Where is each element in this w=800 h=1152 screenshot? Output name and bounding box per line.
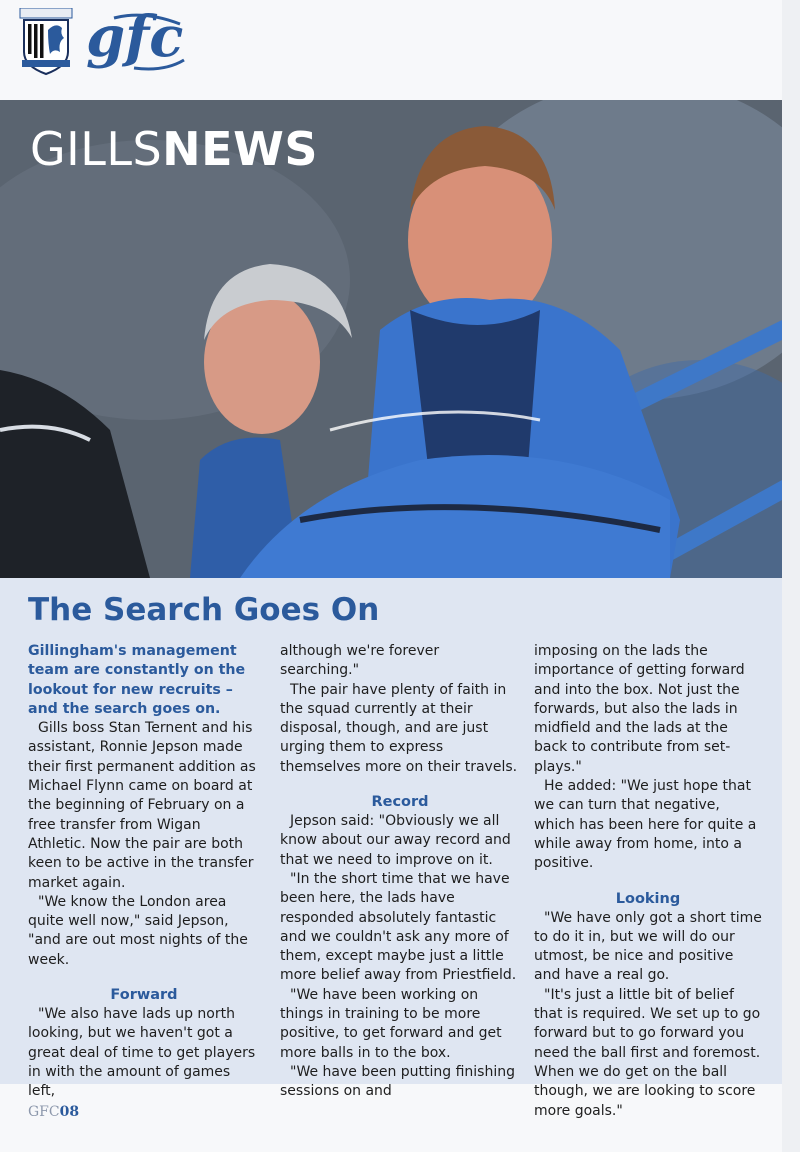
paragraph: "We have been working on things in training to be more positive, to get forward and get more balls in to the box. [280,986,502,1061]
gfc-logo [84,10,188,74]
article-headline: The Search Goes On [28,592,380,628]
paragraph: "It's just a little bit of belief that is required. We set up to go forward but to go forward you need the ball first and foremost. When we do get on the ball though, we are looking to score more goals." [534,986,761,1119]
paragraph: He added: "We just hope that we can turn that negative, which has been here for quite a while away from home, into a positive. [534,778,757,872]
section-title-bold: NEWS [162,122,318,176]
article-column-2 [280,642,520,1102]
paragraph: Gills boss Stan Ternent and his assistant, Ronnie Jepson made their first permanent addition as Michael Flynn came on board at the beginning of February on a free transfer from Wigan Athletic. Now the pair are both keen to be active in the transfer market again. [28,720,256,891]
paragraph: "We also have lads up north looking, but we haven't got a great deal of time to get players in with the amount of games left, [28,1006,256,1100]
paragraph: "We know the London area quite well now," said Jepson, "and are out most nights of the week. [28,893,248,968]
paragraph: imposing on the lads the importance of getting forward and into the box. Not just the forwards, but also the lads in midfield and the lads at the back to contribute from set-plays." [534,643,745,775]
svg-text:gfc: gfc [86,10,184,70]
page-folio [28,1104,79,1120]
gillingham-fc-crest-icon [18,8,74,78]
paragraph: although we're forever searching." [280,643,440,679]
section-title [30,122,318,176]
subheading-looking: Looking [615,890,681,907]
paragraph: "We have only got a short time to do it in, but we will do our utmost, be nice and positive and have a real go. [534,909,762,984]
article-lead: Gillingham's management team are constantly on the lookout for new recruits – and the search goes on. [28,643,246,717]
paragraph: The pair have plenty of faith in the squad currently at their disposal, though, and are just urging them to express themselves more on their travels. [280,681,518,775]
article-column-1 [28,642,260,1102]
section-title-light: GILLS [30,122,163,176]
paragraph: "We have been putting finishing sessions on and [280,1063,515,1100]
paragraph: "In the short time that we have been here, the lads have responded absolutely fantastic and we couldn't ask any more of them, except maybe just a little more belief away from Priestfield. [280,870,517,984]
article-column-3 [534,642,762,1121]
subheading-forward: Forward [110,987,178,1004]
folio-prefix: GFC [28,1104,60,1120]
page-edge [782,0,800,1152]
page-number: 08 [59,1104,80,1120]
paragraph: Jepson said: "Obviously we all know about our away record and that we need to improve on it. [280,813,511,868]
subheading-record: Record [371,794,429,811]
